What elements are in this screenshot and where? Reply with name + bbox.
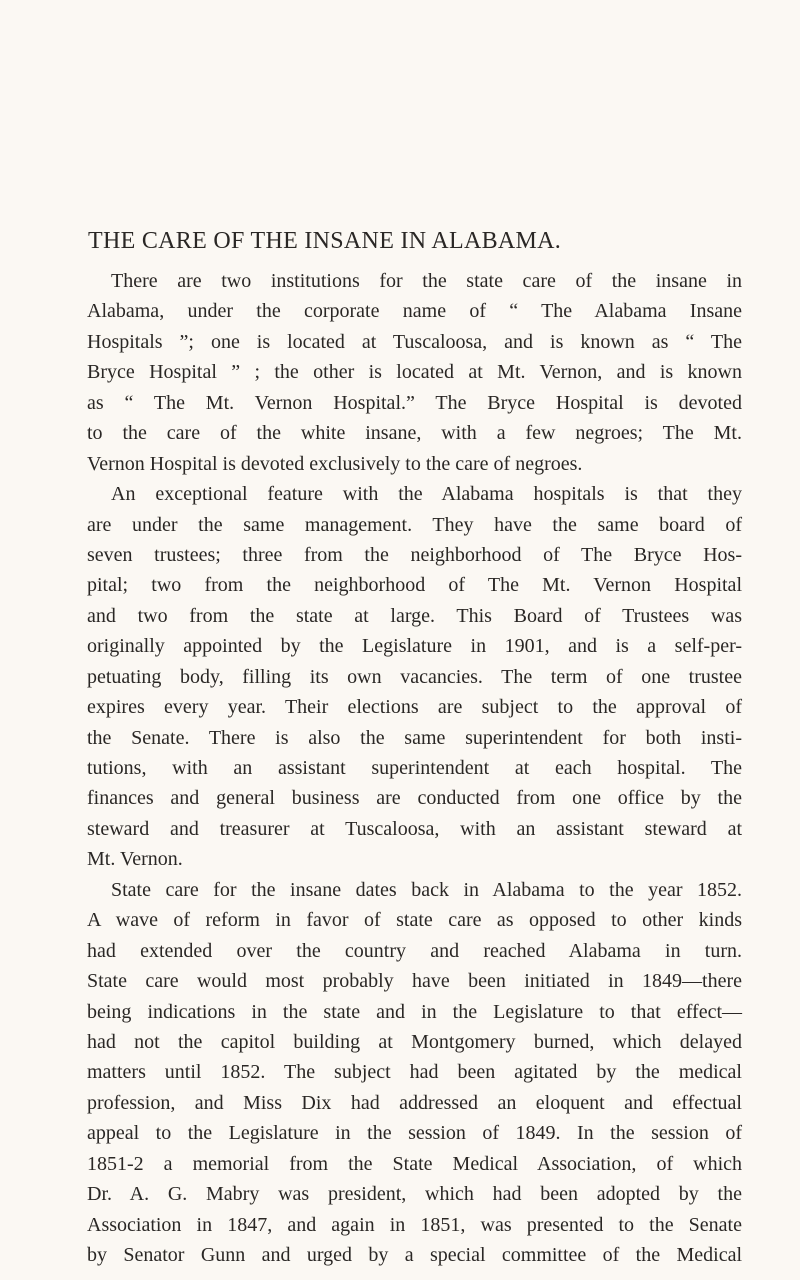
- text-line: expires every year. Their elections are subject to the approval of: [87, 696, 742, 719]
- text-line: finances and general business are conducted from one office by the: [87, 787, 742, 810]
- text-line: Mt. Vernon.: [87, 848, 183, 871]
- text-line: Hospitals ”; one is located at Tuscaloosa, and is known as “ The: [87, 330, 742, 353]
- text-line: by Senator Gunn and urged by a special committee of the Medical: [87, 1244, 742, 1266]
- text-line: petuating body, filling its own vacancies. The term of one trustee: [87, 665, 742, 688]
- text-line: Dr. A. G. Mabry was president, which had been adopted by the: [87, 1183, 742, 1206]
- text-line: profession, and Miss Dix had addressed an eloquent and effectual: [87, 1091, 742, 1114]
- text-line: as “ The Mt. Vernon Hospital.” The Bryce Hospital is devoted: [87, 391, 742, 414]
- text-line: originally appointed by the Legislature in 1901, and is a self-per-: [87, 635, 742, 658]
- text-line: Association in 1847, and again in 1851, was presented to the Senate: [87, 1213, 742, 1236]
- text-line: pital; two from the neighborhood of The Mt. Vernon Hospital: [87, 574, 742, 597]
- text-line: There are two institutions for the state care of the insane in: [111, 270, 742, 292]
- text-line: State care would most probably have been initiated in 1849—there: [87, 970, 742, 993]
- text-line: 1851-2 a memorial from the State Medical Association, of which: [87, 1152, 742, 1175]
- text-line: seven trustees; three from the neighborhood of The Bryce Hos-: [87, 543, 742, 566]
- text-line: and two from the state at large. This Board of Trustees was: [87, 604, 742, 627]
- text-line: Bryce Hospital ” ; the other is located at Mt. Vernon, and is known: [87, 361, 742, 384]
- page-title: THE CARE OF THE INSANE IN ALABAMA.: [88, 228, 562, 254]
- text-line: A wave of reform in favor of state care as opposed to other kinds: [87, 909, 742, 932]
- text-line: the Senate. There is also the same superintendent for both insti-: [87, 726, 742, 749]
- text-line: State care for the insane dates back in Alabama to the year 1852.: [111, 878, 742, 901]
- text-line: tutions, with an assistant superintendent at each hospital. The: [87, 757, 742, 779]
- text-line: had extended over the country and reached Alabama in turn.: [87, 939, 742, 962]
- text-line: Vernon Hospital is devoted exclusively to the care of negroes.: [87, 452, 583, 475]
- text-line: appeal to the Legislature in the session of 1849. In the session of: [87, 1122, 742, 1145]
- text-line: steward and treasurer at Tuscaloosa, with an assistant steward at: [87, 817, 742, 840]
- text-line: Alabama, under the corporate name of “ The Alabama Insane: [87, 300, 742, 323]
- text-line: are under the same management. They have the same board of: [87, 513, 742, 536]
- text-line: matters until 1852. The subject had been agitated by the medical: [87, 1061, 742, 1084]
- body-text: [87, 266, 742, 1270]
- text-line: An exceptional feature with the Alabama hospitals is that they: [111, 483, 742, 506]
- text-line: being indications in the state and in the Legislature to that effect—: [87, 1000, 742, 1023]
- text-line: had not the capitol building at Montgomery burned, which delayed: [87, 1030, 742, 1053]
- text-line: to the care of the white insane, with a few negroes; The Mt.: [87, 422, 742, 445]
